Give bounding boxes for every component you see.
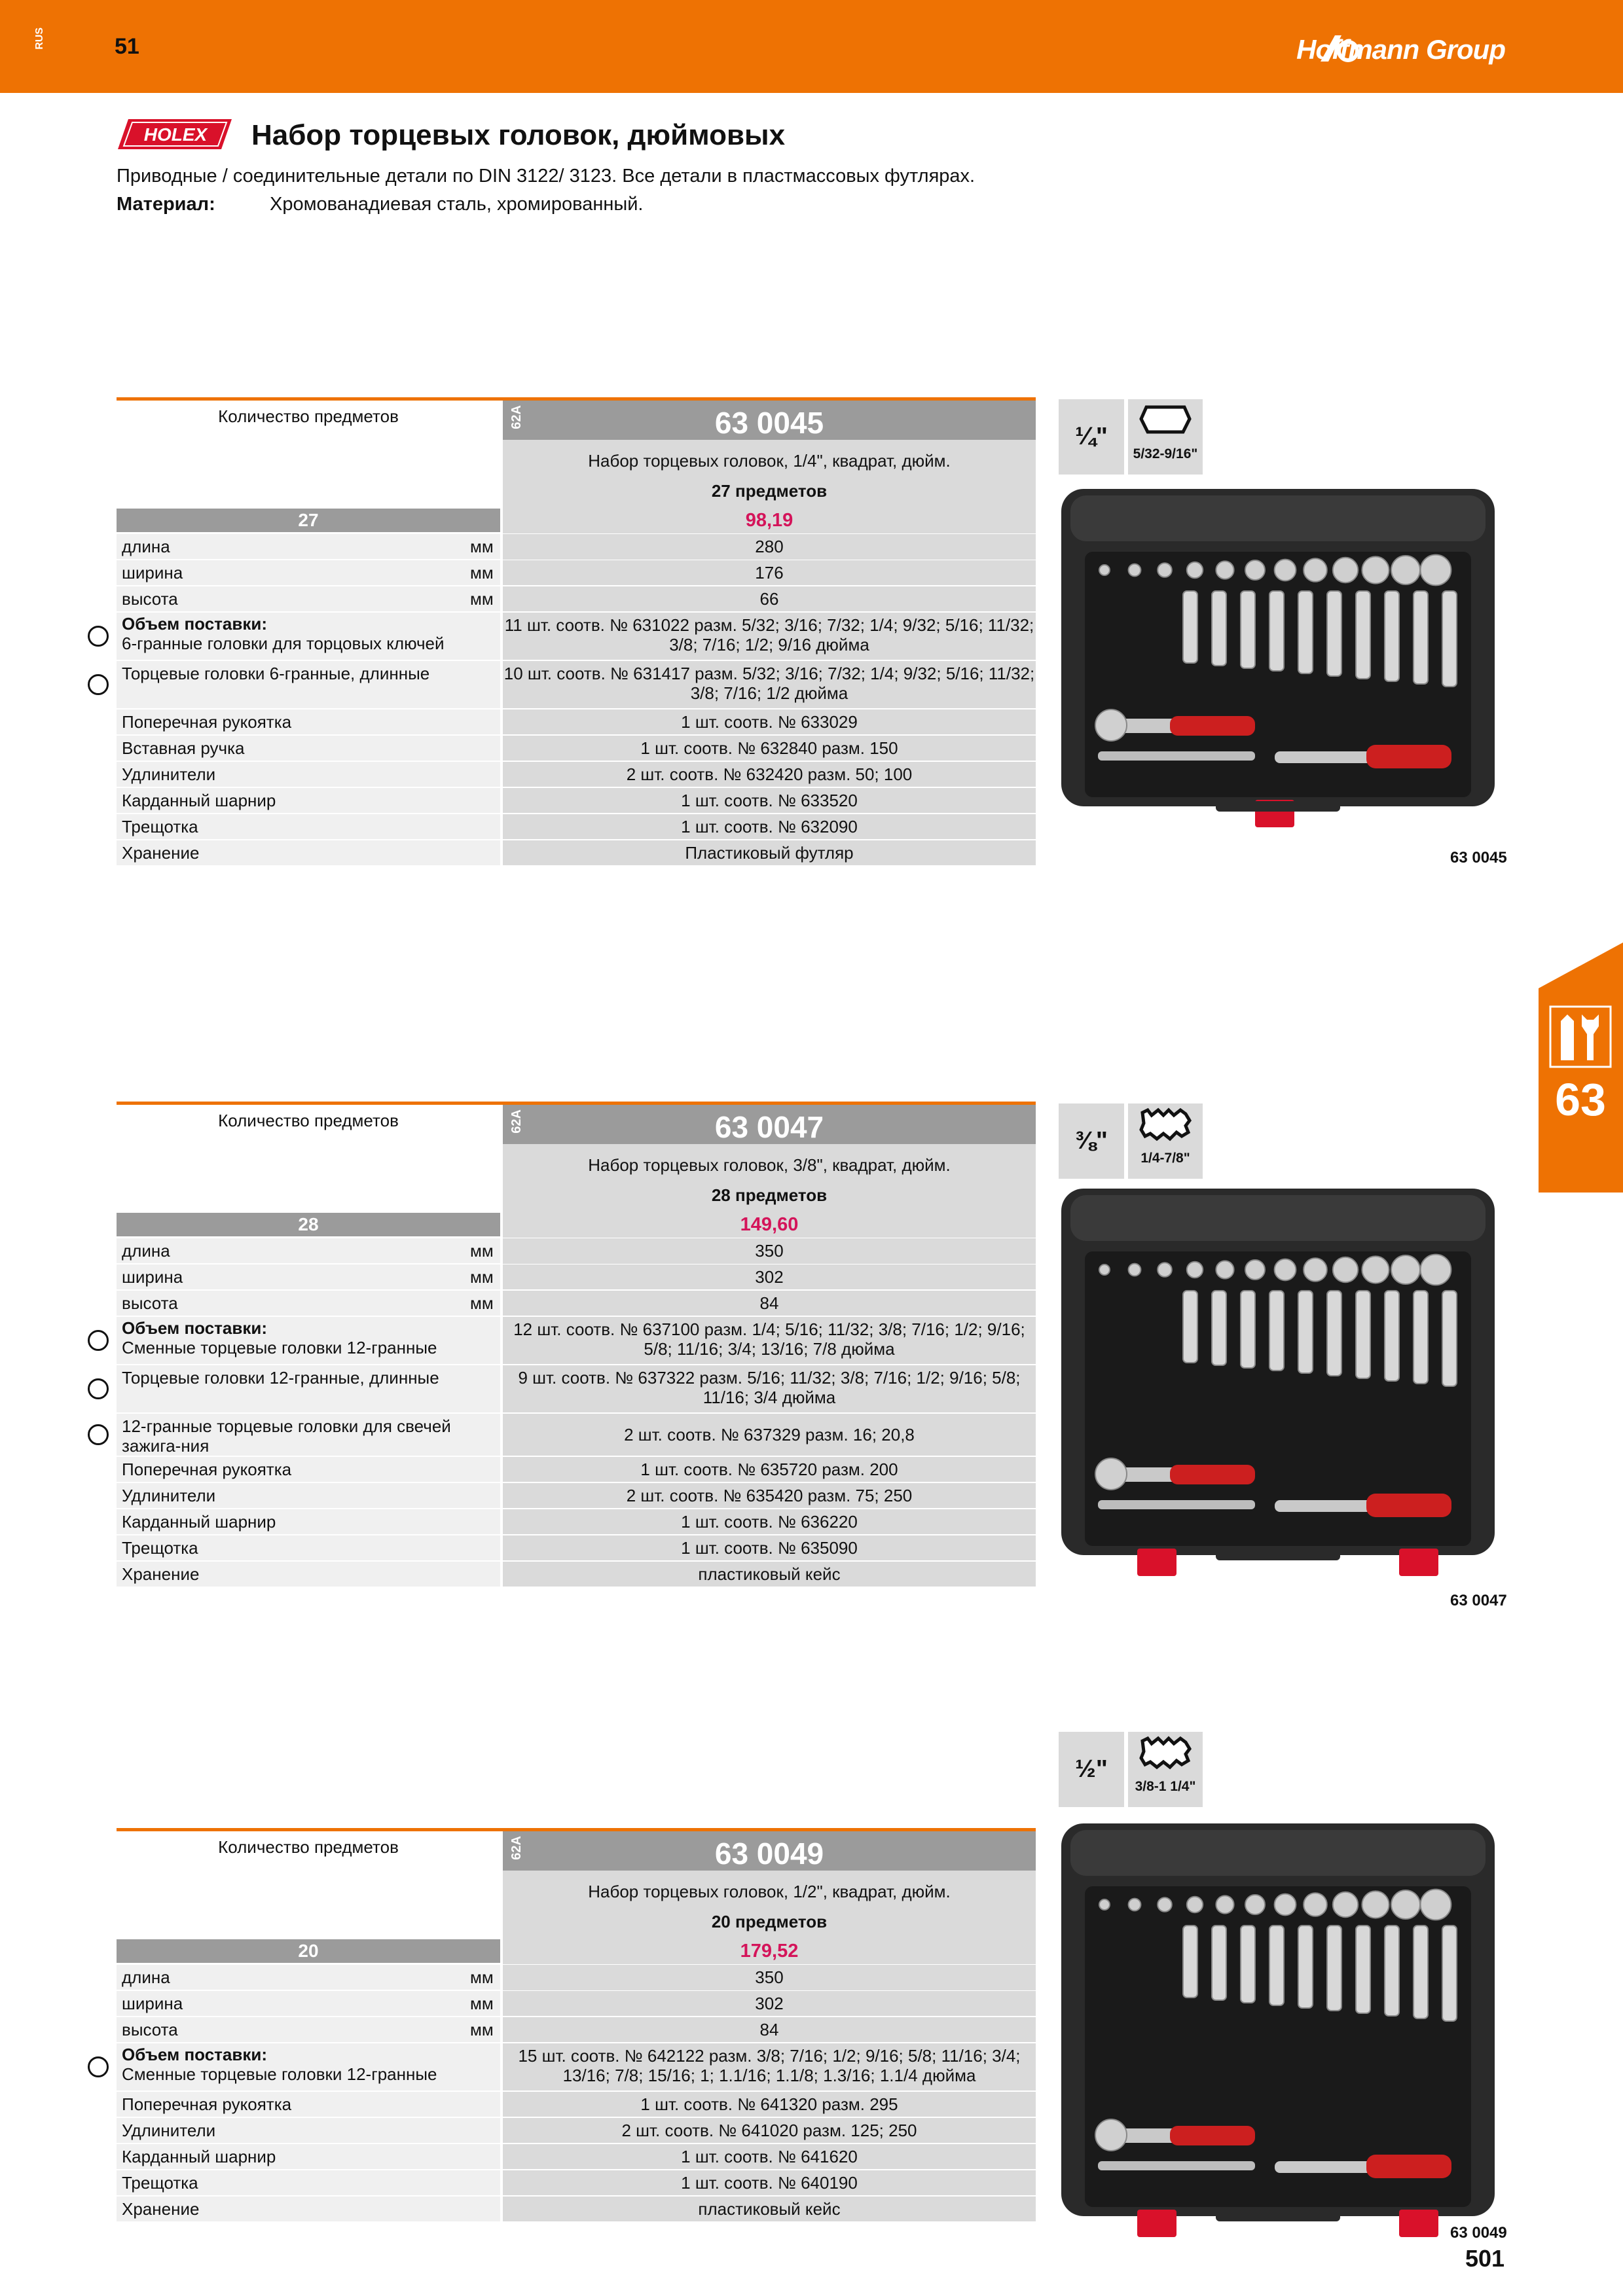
spec-label: ширина [122, 563, 183, 583]
spec-row [117, 735, 1036, 761]
spec-value: 302 [755, 1994, 784, 2013]
spec-value: 1 шт. соотв. № 633029 [681, 712, 858, 732]
spec-label: Трещотка [122, 817, 198, 836]
spec-label: высота [122, 2020, 178, 2039]
article-name: Набор торцевых головок, 1/2", квадрат, дюйм. [588, 1882, 951, 1901]
spec-label: Карданный шарнир [122, 1512, 276, 1532]
spec-label: Трещотка [122, 1538, 198, 1558]
spec-value: 84 [759, 2020, 779, 2039]
image-caption: 63 0047 [1450, 1592, 1507, 1609]
price: 98,19 [745, 510, 793, 531]
svg-text:HOLEX: HOLEX [143, 124, 208, 145]
image-caption: 63 0049 [1450, 2224, 1507, 2242]
spec-row [117, 2196, 1036, 2221]
spec-label: Торцевые головки 6-гранные, длинные [122, 664, 430, 683]
spec-label: длина [122, 1967, 170, 1987]
material-value: Хромованадиевая сталь, хромированный. [270, 194, 644, 215]
spec-row [117, 1482, 1036, 1508]
checkbox-circle[interactable] [88, 1424, 109, 1445]
spec-unit: мм [470, 537, 494, 556]
article-count: 20 предметов [711, 1912, 828, 1931]
spec-label-bold: Объем поставки: [122, 614, 268, 634]
spec-value: 84 [759, 1293, 779, 1313]
price: 149,60 [740, 1214, 799, 1235]
material-label: Материал: [117, 194, 215, 215]
spec-row [117, 2144, 1036, 2169]
spec-value: 176 [755, 563, 784, 583]
spec-label-bold: Объем поставки: [122, 2045, 268, 2064]
spec-unit: мм [470, 2020, 494, 2039]
spec-label: Трещотка [122, 2173, 198, 2193]
spec-row [117, 1964, 1036, 1990]
spec-value: 2 шт. соотв. № 637329 разм. 16; 20,8 [624, 1425, 915, 1444]
spec-row [117, 1264, 1036, 1289]
spec-row [117, 560, 1036, 585]
price: 179,52 [740, 1941, 799, 1962]
spec-label: 6-гранные головки для торцовых ключей [122, 634, 445, 653]
spec-label: Удлинители [122, 1486, 216, 1505]
drive-size-box [1059, 1732, 1203, 1807]
spec-row [117, 814, 1036, 839]
spec-value: 350 [755, 1241, 784, 1261]
spec-label: Сменные торцевые головки 12-гранные [122, 2064, 437, 2084]
article-number[interactable]: 63 0049 [714, 1837, 824, 1871]
spec-value: 11 шт. соотв. № 631022 разм. 5/32; 3/16; 7/32; 1/4; 9/32; 5/16; 11/32; 3/8; 7/16; 1/2; 9/16 дюйма [504, 615, 1034, 655]
drive-size-box [1059, 1103, 1203, 1179]
spec-row [117, 787, 1036, 813]
qty-label: Количество предметов [218, 1111, 399, 1130]
spec-label: Удлинители [122, 764, 216, 784]
spec-value: пластиковый кейс [698, 2199, 841, 2219]
spec-row [117, 1561, 1036, 1587]
spec-value: 2 шт. соотв. № 635420 разм. 75; 250 [626, 1486, 913, 1505]
spec-label: Карданный шарнир [122, 791, 276, 810]
spec-label: длина [122, 537, 170, 556]
qty-label: Количество предметов [218, 1837, 399, 1857]
page-number-bottom: 501 [1465, 2245, 1505, 2272]
spec-row [117, 1238, 1036, 1263]
product-case-image [1059, 1821, 1497, 2240]
spec-row [117, 1365, 1036, 1412]
spec-value: 12 шт. соотв. № 637100 разм. 1/4; 5/16; 11/32; 3/8; 7/16; 1/2; 9/16; 5/8; 11/16; 3/4; 13/16; 7/8 дюйма [513, 1319, 1025, 1359]
svg-text:63: 63 [1555, 1074, 1606, 1125]
article-name: Набор торцевых головок, 3/8", квадрат, дюйм. [588, 1155, 951, 1175]
spec-value: 15 шт. соотв. № 642122 разм. 3/8; 7/16; 1/2; 9/16; 5/8; 11/16; 3/4; 13/16; 7/8; 15/16; 1; 1.1/16; 1.1/8; 1.3/16; 1.1/4 дюйма [518, 2046, 1021, 2085]
spec-value: 1 шт. соотв. № 632840 разм. 150 [640, 738, 898, 758]
spec-row [117, 2091, 1036, 2117]
spec-label: Карданный шарнир [122, 2147, 276, 2166]
spec-row [117, 2017, 1036, 2042]
spec-unit: мм [470, 1267, 494, 1287]
spec-unit: мм [470, 1293, 494, 1313]
drive-size-box [1059, 399, 1203, 475]
spec-value: 350 [755, 1967, 784, 1987]
qty-value: 27 [117, 509, 500, 532]
spec-row [117, 2043, 1036, 2090]
drive-size: ¼" [1059, 399, 1124, 475]
holex-logo [117, 118, 233, 151]
spec-label: Удлинители [122, 2121, 216, 2140]
spec-label: длина [122, 1241, 170, 1261]
spec-label-bold: Объем поставки: [122, 1318, 268, 1338]
article-tag: 62A [509, 1836, 524, 1860]
article-number[interactable]: 63 0045 [714, 406, 824, 440]
article-count: 28 предметов [711, 1185, 828, 1205]
spec-label: высота [122, 1293, 178, 1313]
spec-row [117, 533, 1036, 559]
page-number-top: 51 [115, 34, 139, 59]
spec-value: 1 шт. соотв. № 635090 [681, 1538, 858, 1558]
qty-value: 28 [117, 1213, 500, 1236]
product-case-image [1059, 1186, 1497, 1579]
image-caption: 63 0045 [1450, 849, 1507, 867]
spec-value: 1 шт. соотв. № 640190 [681, 2173, 858, 2193]
spec-value: 302 [755, 1267, 784, 1287]
size-range: 5/32-9/16" [1133, 446, 1198, 461]
chapter-tab [1539, 942, 1623, 1193]
spec-label: Торцевые головки 12-гранные, длинные [122, 1368, 439, 1388]
page-title: Набор торцевых головок, дюймовых [251, 119, 786, 151]
spec-unit: мм [470, 589, 494, 609]
spec-label: 12-гранные торцевые головки для свечей зажига-ния [122, 1416, 451, 1456]
spec-value: Пластиковый футляр [685, 843, 854, 863]
spec-value: 9 шт. соотв. № 637322 разм. 5/16; 11/32; 3/8; 7/16; 1/2; 9/16; 5/8; 11/16; 3/4 дюйма [518, 1368, 1021, 1407]
spec-label: ширина [122, 1994, 183, 2013]
spec-row [117, 2170, 1036, 2195]
spec-row [117, 586, 1036, 611]
product-case-image [1059, 486, 1497, 830]
spec-value: 10 шт. соотв. № 631417 разм. 5/32; 3/16; 7/32; 1/4; 9/32; 5/16; 11/32; 3/8; 7/16; 1/2 дюйма [503, 664, 1035, 703]
spec-value: 66 [759, 589, 779, 609]
socket-icon [1128, 1732, 1203, 1778]
spec-label: Вставная ручка [122, 738, 245, 758]
spec-row [117, 1413, 1036, 1456]
spec-row [117, 709, 1036, 734]
spec-label: Сменные торцевые головки 12-гранные [122, 1338, 437, 1357]
spec-row [117, 840, 1036, 865]
brand-name: Hoffmann Group [1296, 34, 1505, 65]
spec-row [117, 1316, 1036, 1364]
spec-row [117, 2117, 1036, 2143]
spec-value: 1 шт. соотв. № 636220 [681, 1512, 858, 1532]
spec-label: Поперечная рукоятка [122, 2094, 292, 2114]
spec-value: 1 шт. соотв. № 635720 разм. 200 [640, 1460, 898, 1479]
checkbox-circle[interactable] [88, 626, 109, 647]
spec-label: Поперечная рукоятка [122, 712, 292, 732]
spec-row [117, 1509, 1036, 1534]
spec-label: высота [122, 589, 178, 609]
spec-value: 2 шт. соотв. № 632420 разм. 50; 100 [626, 764, 913, 784]
spec-label: Поперечная рукоятка [122, 1460, 292, 1479]
spec-row [117, 660, 1036, 708]
spec-value: пластиковый кейс [698, 1564, 841, 1584]
checkbox-circle[interactable] [88, 1330, 109, 1351]
spec-row [117, 1990, 1036, 2016]
article-name: Набор торцевых головок, 1/4", квадрат, дюйм. [588, 451, 951, 471]
description: Приводные / соединительные детали по DIN 3122/ 3123. Все детали в пластмассовых футлярах. [117, 166, 976, 187]
article-tag: 62A [509, 405, 524, 429]
qty-value: 20 [117, 1939, 500, 1963]
spec-unit: мм [470, 1241, 494, 1261]
spec-value: 1 шт. соотв. № 641620 [681, 2147, 858, 2166]
article-number[interactable]: 63 0047 [714, 1110, 824, 1144]
spec-unit: мм [470, 563, 494, 583]
language-label: RUS [34, 27, 45, 50]
spec-value: 1 шт. соотв. № 633520 [681, 791, 858, 810]
spec-value: 2 шт. соотв. № 641020 разм. 125; 250 [621, 2121, 917, 2140]
spec-row [117, 612, 1036, 660]
spec-row [117, 1290, 1036, 1316]
qty-label: Количество предметов [218, 406, 399, 426]
size-range: 3/8-1 1/4" [1135, 1779, 1196, 1794]
article-count: 27 предметов [711, 481, 828, 501]
spec-unit: мм [470, 1967, 494, 1987]
spec-value: 1 шт. соотв. № 632090 [681, 817, 858, 836]
spec-row [117, 1456, 1036, 1482]
article-tag: 62A [509, 1109, 524, 1134]
drive-size: ½" [1059, 1732, 1124, 1807]
spec-label: Хранение [122, 1564, 200, 1584]
spec-row [117, 761, 1036, 787]
spec-value: 1 шт. соотв. № 641320 разм. 295 [640, 2094, 898, 2114]
drive-size: ⅜" [1059, 1103, 1124, 1179]
spec-label: ширина [122, 1267, 183, 1287]
spec-unit: мм [470, 1994, 494, 2013]
spec-label: Хранение [122, 843, 200, 863]
checkbox-circle[interactable] [88, 2056, 109, 2077]
spec-row [117, 1535, 1036, 1560]
spec-value: 280 [755, 537, 784, 556]
checkbox-circle[interactable] [88, 674, 109, 695]
checkbox-circle[interactable] [88, 1378, 109, 1399]
socket-icon [1128, 399, 1203, 445]
socket-icon [1128, 1103, 1203, 1149]
size-range: 1/4-7/8" [1140, 1151, 1190, 1166]
spec-label: Хранение [122, 2199, 200, 2219]
